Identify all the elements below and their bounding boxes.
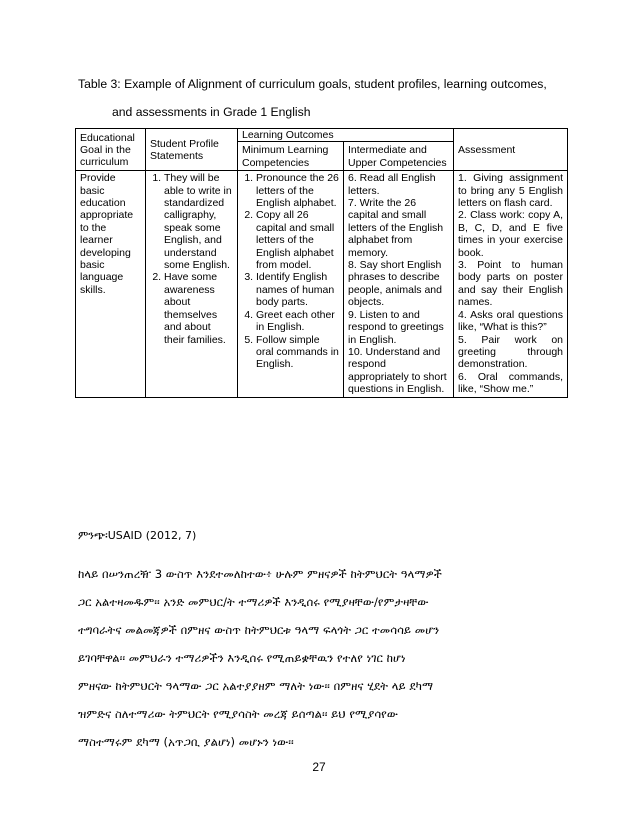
header-profile: Student Profile Statements xyxy=(146,129,238,171)
source-citation: ምንጭ፡USAID (2012, 7) xyxy=(78,529,197,542)
list-item: 6. Oral commands, like, “Show me.” xyxy=(458,370,564,396)
cell-goal xyxy=(76,171,146,397)
goal-text: Provide basic education appropriate to the learner developing basic language skills. xyxy=(80,172,134,296)
cell-upper xyxy=(344,171,454,397)
header-minimum: Minimum Learning Competencies xyxy=(238,142,344,171)
assessment-list xyxy=(458,172,563,395)
header-upper: Intermediate and Upper Competencies xyxy=(344,142,454,171)
paragraph-line: ከላይ በሠንጠረዥ 3 ውስጥ እንደተመለከተው፥ ሁሉም ምዘናዎች ከትምህርት ዓላማዎች xyxy=(78,567,442,581)
paragraph-line: ምዘናው ከትምህርት ዓላማው ጋር አልተያያዘም ማለት ነው፡፡ በምዘና ሂደት ላይ ደካማ xyxy=(78,679,434,693)
cell-assessment xyxy=(454,171,568,397)
cell-profile xyxy=(146,171,238,397)
list-item: 2. Class work: copy A, B, C, D, and E five times in your exercise book. xyxy=(458,209,564,259)
paragraph-line: ዝምድና ስለተማሪው ትምህርት የሚያሳስት መረጃ ይሰጣል፡፡ ይህ የሚያሳየው xyxy=(78,707,398,721)
paragraph-line: ይገባቸዋል፡፡ መምህራን ተማሪዎችን እንዲሰሩ የሚጠይቋቸዉን የተለየ ነገር ከሆነ xyxy=(78,651,406,665)
paragraph-line: ተግባራትና መልመጃዎች በምዘና ውስጥ ከትምህርቱ ዓላማ ፍላጎት ጋር ተመሳሳይ መሆን xyxy=(78,623,440,637)
list-item: 4. Asks oral questions like, “What is this?” xyxy=(458,308,564,334)
list-item: 1. Pronounce the 26 letters of the English alphabet. xyxy=(256,172,339,209)
list-item: 8. Say short English phrases to describe people, animals and objects. xyxy=(348,259,442,309)
header-learning-outcomes: Learning Outcomes xyxy=(238,129,454,142)
header-row-1 xyxy=(76,129,568,142)
list-item: 4. Greet each other in English. xyxy=(256,309,339,334)
cell-minimum xyxy=(238,171,344,397)
amharic-paragraph xyxy=(78,560,566,756)
paragraph-line: ማስተማሩም ደካማ (አጥጋቢ ያልሆነ) መሆኑን ነው፡፡ xyxy=(78,735,294,749)
table-row xyxy=(76,171,568,397)
list-item: 3. Identify English names of human body parts. xyxy=(256,271,339,308)
list-item: 5. Pair work on greeting through demonstration. xyxy=(458,333,564,371)
list-item: 1. Giving assignment to bring any 5 English letters on flash card. xyxy=(458,172,564,210)
header-goal: Educational Goal in the curriculum xyxy=(76,129,146,171)
list-item: 1. They will be able to write in standardized calligraphy, speak some English, and understand some English. xyxy=(164,172,233,271)
list-item: 3. Point to human body parts on poster and say their English names. xyxy=(458,259,564,309)
list-item: 2. Copy all 26 capital and small letters of the English alphabet from model. xyxy=(256,209,339,271)
alignment-table xyxy=(75,128,568,398)
list-item: 5. Follow simple oral commands in English. xyxy=(256,334,339,371)
header-assessment: Assessment xyxy=(454,129,568,171)
profile-list xyxy=(150,172,233,346)
list-item: 2. Have some awareness about themselves and about their families. xyxy=(164,271,233,345)
minimum-list xyxy=(242,172,339,371)
table-caption xyxy=(78,70,568,126)
list-item: 7. Write the 26 capital and small letters of the English alphabet from memory. xyxy=(348,197,444,259)
caption-line-1: Table 3: Example of Alignment of curriculum goals, student profiles, learning outcomes, xyxy=(78,77,547,91)
list-item: 6. Read all English letters. xyxy=(348,172,436,197)
list-item: 10. Understand and respond appropriately to short questions in English. xyxy=(348,345,447,396)
page-number: 27 xyxy=(312,760,326,774)
paragraph-line: ጋር አልተዛመዱም፡፡ አንድ መምህር/ት ተማሪዎች እንዲሰሩ የሚያዛቸው/የምታዛቸው xyxy=(78,595,429,609)
caption-line-2: and assessments in Grade 1 English xyxy=(112,105,311,119)
list-item: 9. Listen to and respond to greetings in English. xyxy=(348,308,444,346)
upper-list xyxy=(348,172,449,395)
